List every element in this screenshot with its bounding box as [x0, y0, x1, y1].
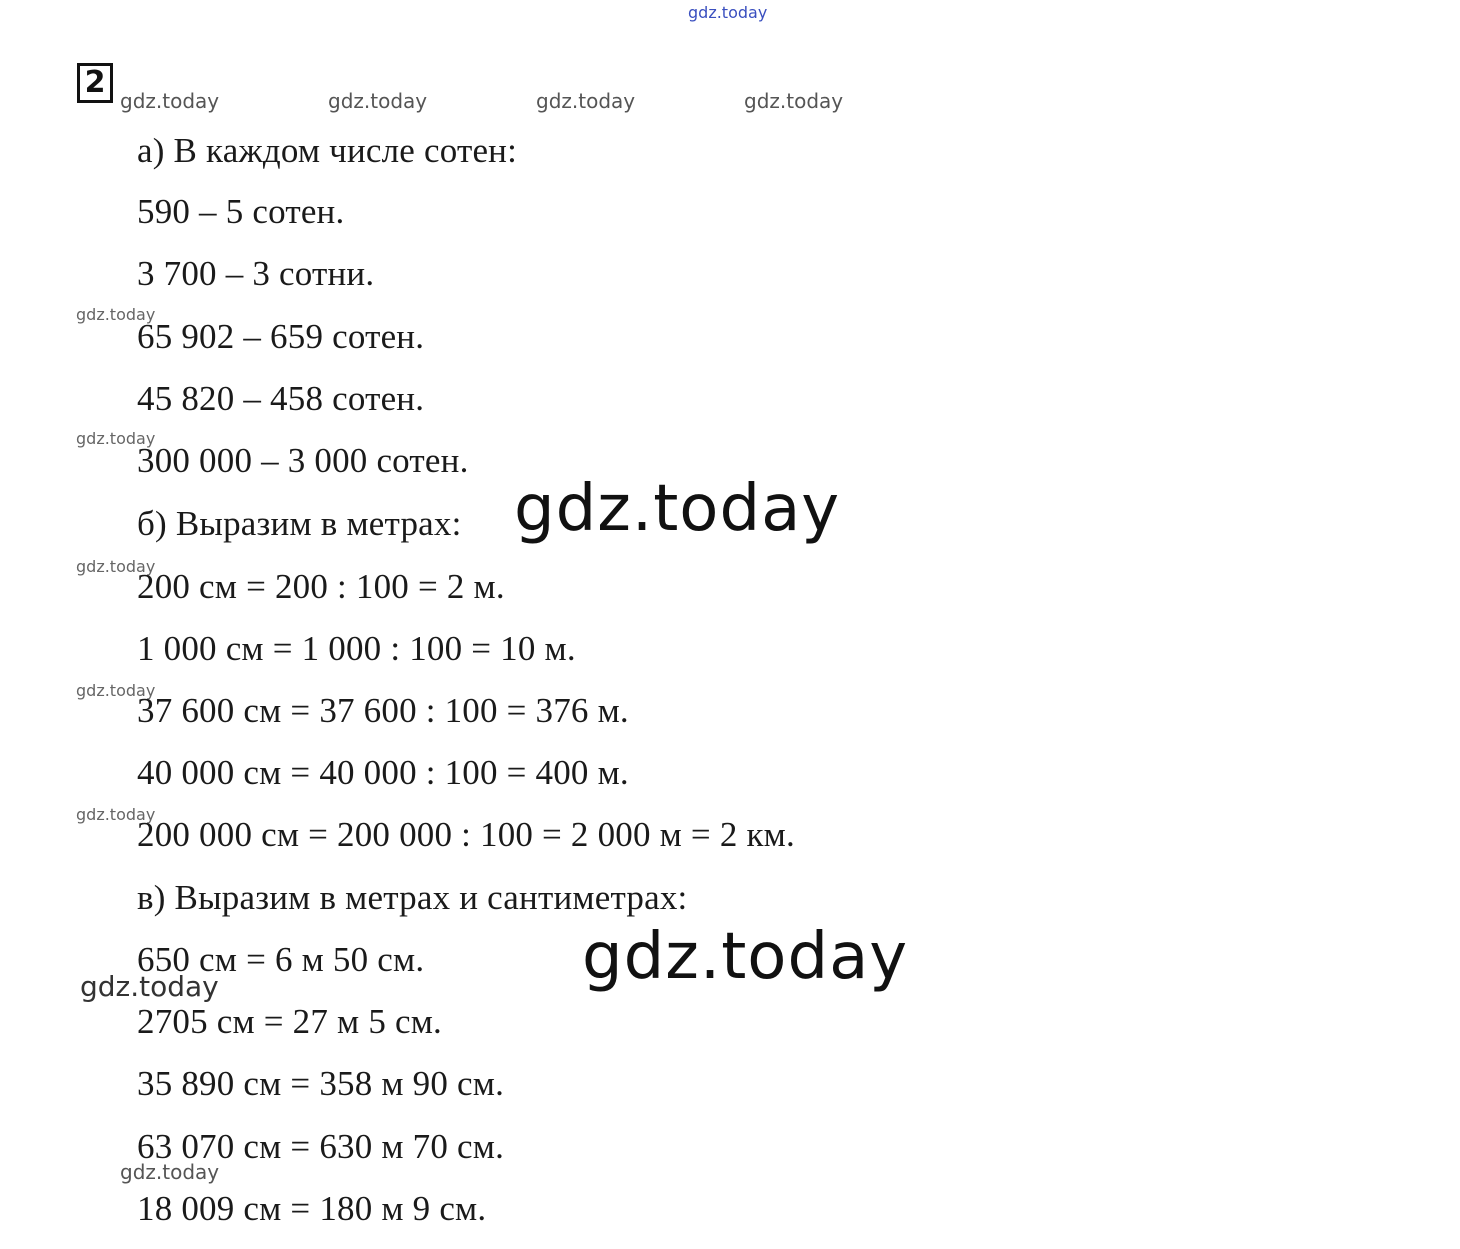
- part-b-heading: б) Выразим в метрах:: [137, 504, 462, 543]
- watermark: gdz.today: [80, 970, 219, 1003]
- solution-line: 18 009 см = 180 м 9 см.: [137, 1189, 487, 1228]
- solution-line: 45 820 – 458 сотен.: [137, 379, 425, 418]
- watermark: gdz.today: [120, 1160, 220, 1184]
- task-number: 2: [77, 63, 113, 103]
- solution-line: 1 000 см = 1 000 : 100 = 10 м.: [137, 629, 576, 668]
- watermark-large: gdz.today: [582, 920, 909, 994]
- watermark: gdz.today: [76, 557, 156, 576]
- part-c-heading: в) Выразим в метрах и сантиметрах:: [137, 878, 688, 917]
- solution-line: 590 – 5 сотен.: [137, 192, 345, 231]
- solution-line: 63 070 см = 630 м 70 см.: [137, 1127, 505, 1166]
- solution-line: 2705 см = 27 м 5 см.: [137, 1002, 443, 1041]
- watermark: gdz.today: [536, 89, 636, 113]
- watermark: gdz.today: [76, 305, 156, 324]
- solution-line: 37 600 см = 37 600 : 100 = 376 м.: [137, 691, 629, 730]
- solution-line: 40 000 см = 40 000 : 100 = 400 м.: [137, 753, 629, 792]
- solution-line: 200 см = 200 : 100 = 2 м.: [137, 567, 505, 606]
- watermark-top: gdz.today: [688, 3, 768, 22]
- watermark: gdz.today: [76, 805, 156, 824]
- watermark-large: gdz.today: [514, 472, 841, 546]
- watermark: gdz.today: [120, 89, 220, 113]
- solution-line: 3 700 – 3 сотни.: [137, 254, 375, 293]
- solution-line: 65 902 – 659 сотен.: [137, 317, 425, 356]
- watermark: gdz.today: [328, 89, 428, 113]
- watermark: gdz.today: [744, 89, 844, 113]
- solution-line: 300 000 – 3 000 сотен.: [137, 441, 469, 480]
- solution-line: 650 см = 6 м 50 см.: [137, 940, 425, 979]
- watermark: gdz.today: [76, 429, 156, 448]
- solution-line: 35 890 см = 358 м 90 см.: [137, 1064, 505, 1103]
- solution-line: 200 000 см = 200 000 : 100 = 2 000 м = 2 км.: [137, 815, 795, 854]
- watermark: gdz.today: [76, 681, 156, 700]
- part-a-heading: а) В каждом числе сотен:: [137, 131, 518, 170]
